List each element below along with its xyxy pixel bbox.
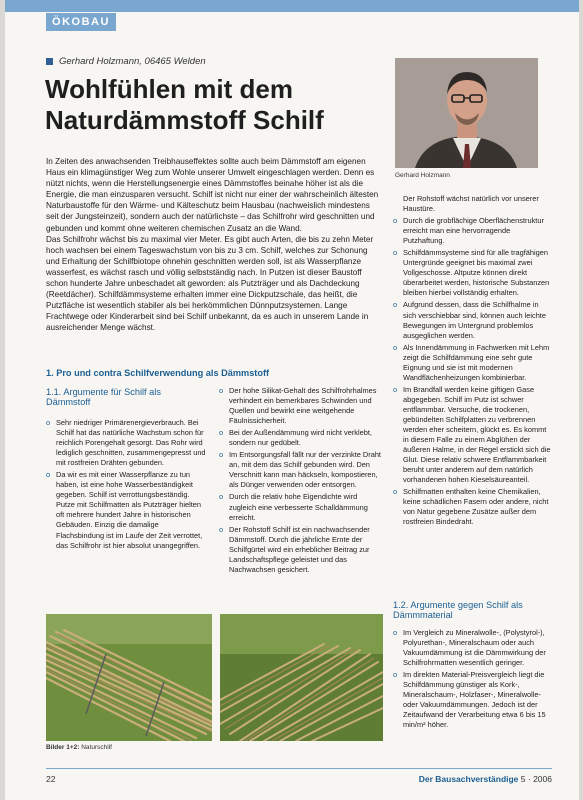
list-item: o Schilfmatten enthalten keine Chemikalien, keine schädlichen Fasern oder andere, nicht von Natur gegebene Zusätze außer dem rostfreien Bindedraht. bbox=[393, 487, 553, 527]
photo-caption: Gerhard Holzmann bbox=[395, 172, 450, 179]
reed-photo-2 bbox=[220, 614, 383, 741]
pro-list-2 bbox=[219, 386, 383, 575]
reed-bundle-image bbox=[46, 614, 212, 741]
list-item: o Bei der Außendämmung wird nicht verklebt, sondern nur gedübelt. bbox=[219, 428, 383, 448]
pro-list-1 bbox=[46, 418, 206, 551]
header-bar bbox=[5, 0, 579, 12]
list-item: o Im Brandfall werden keine giftigen Gase abgegeben. Schilf im Putz ist schwer entflammbar. Versuche, die trockenen, gebündelten Schilfplatten zu verbrennen werden eher scheitern, glückt es. Es kommt in diesem Falle zu einem Abglühen der äußeren Halme, in der Regel erstickt sich die Glut. Diese relativ schwere Entflammbarkeit beruht unter anderem auf dem natürlich vorhandenen hohen Kieselsäureanteil. bbox=[393, 385, 553, 485]
intro-paragraph: Das Schilfrohr wächst bis zu maximal vier Meter. Es gibt auch Arten, die bis zu zehn Meter hoch wachsen bei einem Tageswachstum von bis zu 3 cm. Schilf, welches zur Schonung und Erhaltung der Schilfbiotope ohnehin geschnitten werden soll, ist als Wasserpflanze wasserfest, es wächst rasch und völlig selbstständig nach. In Putzen ist dieser Baustoff schon hunderte Jahre unbeschadet alt geworden: als Putzträger und als Dachdeckung (Reetdächer). Schilfdämmsysteme erhalten immer eine Dickputzschale, das heißt, die Putzfläche ist wesentlich stabiler als bei herkömmlichen Dünnputzsystemen. Lange Frachtwege oder Kinderarbeit sind bei Schilf unbekannt, da es auch in unserem Lande in ausreichender Menge wächst. bbox=[46, 234, 374, 333]
list-item: o Sehr niedriger Primärenergieverbrauch. Bei Schilf hat das natürliche Wachstum schon für reichlich Porengehalt gesorgt. Das Rohr wird lediglich geschnitten, zusammengepresst und mit rostfreien Drähten gebunden. bbox=[46, 418, 206, 468]
subsection-number: 1.1. bbox=[46, 387, 62, 397]
image-caption bbox=[46, 744, 112, 751]
list-item: o Der hohe Silikat-Gehalt des Schilfrohrhalmes verhindert ein bemerkbares Schwinden und Quellen und bewirkt eine weitgehende Fäulnissicherheit. bbox=[219, 386, 383, 426]
column-2 bbox=[219, 386, 383, 577]
pro-list-3 bbox=[393, 216, 553, 527]
title-line-2: Naturdämmstoff Schilf bbox=[45, 105, 324, 135]
magazine-page bbox=[5, 0, 579, 800]
list-item: o Der Rohstoff Schilf ist ein nachwachsender Dämmstoff. Durch die jährliche Ernte der Schilfgürtel wird ein erheblicher Beitrag zur Landschaftspflege geleistet und das Nachwachsen gesichert. bbox=[219, 525, 383, 575]
column-3-contra bbox=[393, 628, 553, 732]
author-line bbox=[46, 56, 206, 67]
list-item: o Aufgrund dessen, dass die Schilfhalme in sich verschiebbar sind, können auch leichte Bewegungen im Untergrund problemlos ausgeglichen werden. bbox=[393, 300, 553, 340]
issue-number: 5 · 2006 bbox=[520, 774, 552, 784]
intro-paragraph: In Zeiten des anwachsenden Treibhauseffektes sollte auch beim Dämmstoff am eigenen Haus ein klimagünstiger Weg zum Wohle unserer Umwelt eingeschlagen werden. Denn es nützt nichts, wenn die Herstellungsenergie eines Dämmstoffes beinahe höher ist als die Energie, die man einzusparen versucht. Schilf ist nicht nur einer der wahrscheinlich ältesten Naturbaustoffe für den Wärme- und Kälteschutz beim Hausbau (nachweislich mindestens seit der Jungsteinzeit), sondern auch der natürlichste – das Schilfrohr wird geschnitten und gebunden und kommt ohne weiteren chemischen Zusatz an die Wand. bbox=[46, 157, 379, 233]
magazine-name: Der Bausachverständige bbox=[418, 774, 519, 784]
list-item: o Als Innendämmung in Fachwerken mit Lehm zeigt die Schilfdämmung eine sehr gute Eignung und sie ist mit modernen Wandflächenheizungen kombinierbar. bbox=[393, 343, 553, 383]
list-item: o Durch die grobflächige Oberflächenstruktur erreicht man eine hervorragende Putzhaftung. bbox=[393, 216, 553, 246]
footer-magazine bbox=[419, 774, 552, 784]
reed-pile-image bbox=[220, 614, 383, 741]
section-tab: ÖKOBAU bbox=[46, 13, 116, 31]
author-photo bbox=[395, 58, 538, 168]
image-caption-label: Bilder 1+2: bbox=[46, 744, 80, 751]
subsection-title: Argumente gegen Schilf als Dämmmaterial bbox=[393, 600, 523, 620]
contra-list bbox=[393, 628, 553, 730]
list-item: o Durch die relativ hohe Eigendichte wird zugleich eine verbesserte Schalldämmung erreicht. bbox=[219, 492, 383, 522]
section-heading: 1. Pro und contra Schilfverwendung als Dämmstoff bbox=[46, 368, 270, 378]
reed-photo-1 bbox=[46, 614, 212, 741]
image-caption-text: Naturschilf bbox=[81, 744, 112, 751]
column-3-lead: Der Rohstoff wächst natürlich vor unserer Haustüre. bbox=[403, 194, 539, 214]
list-item: o Im Vergleich zu Mineralwolle-, (Polystyrol-), Polyurethan-, Mineralschaum oder auch Vakuumdämmung ist die Dämmwirkung der Schilfrohrmatten wesentlich geringer. bbox=[393, 628, 553, 668]
list-item: o Im Entsorgungsfall fällt nur der verzinkte Draht an, mit dem das Schilf gebunden wird. Den Verschnitt kann man häckseln, kompostieren, als Dünger verwenden oder entsorgen. bbox=[219, 450, 383, 490]
title-line-1: Wohlfühlen mit dem bbox=[45, 74, 293, 104]
portrait-image bbox=[395, 58, 538, 168]
subsection-title: Argumente für Schilf als Dämmstoff bbox=[46, 387, 161, 407]
footer-divider bbox=[46, 768, 552, 769]
list-item: o Im direkten Material-Preisvergleich liegt die Schilfdämmung günstiger als Kork-, Mineralschaum-, Holzfaser-, Mineralwolle- oder Vakuumdämmungen. Jedoch ist der Zeitaufwand der Verarbeitung etwa 6 bis 15 min/m² höher. bbox=[393, 670, 553, 730]
subsection-heading-1-2 bbox=[393, 600, 553, 620]
list-item: o Da wir es mit einer Wasserpflanze zu tun haben, ist eine hohe Wasserbeständigkeit gegeben. Schilf ist verrottungsbeständig. Putze mit Schilfmatten als Putzträger hielten oft mehrere hundert Jahre in historischen Gebäuden. Einzig die damalige Flachsbindung ist im Laufe der Zeit verrottet, das Schilfrohr ist hier absolut unangegriffen. bbox=[46, 470, 206, 550]
page-number: 22 bbox=[46, 774, 56, 784]
column-1 bbox=[46, 418, 206, 553]
author-name: Gerhard Holzmann, 06465 Welden bbox=[59, 56, 206, 67]
subsection-number: 1.2. bbox=[393, 600, 409, 610]
article-title bbox=[45, 74, 375, 136]
subsection-heading-1-1 bbox=[46, 387, 206, 407]
list-item: o Schilfdämmsysteme sind für alle tragfähigen Untergründe geeignet bis maximal zwei Vollgeschosse. Altputze können direkt überarbeitet werden, historische Substanzen bleiben hierbei vollständig erhalten. bbox=[393, 248, 553, 298]
square-bullet-icon bbox=[46, 58, 53, 65]
intro-text bbox=[46, 156, 382, 334]
column-3 bbox=[393, 194, 553, 530]
